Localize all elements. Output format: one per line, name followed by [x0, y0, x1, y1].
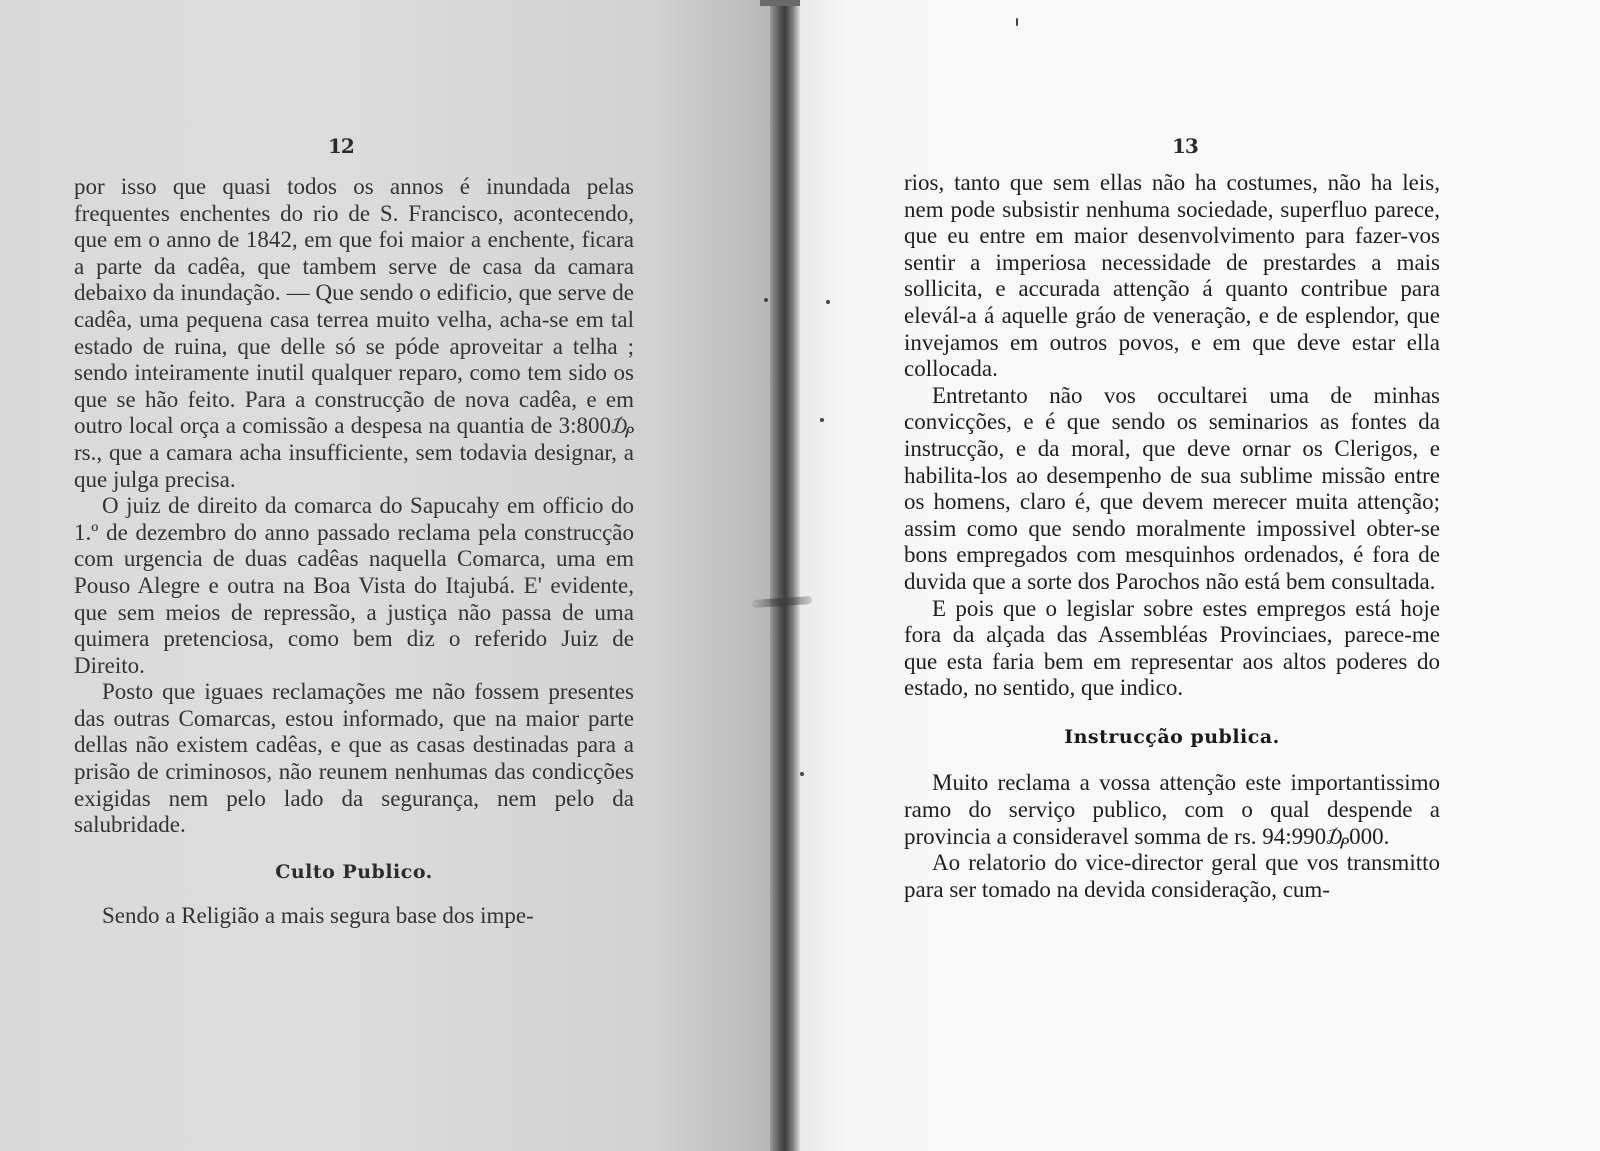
right-paragraph-4: Muito reclama a vossa attenção este importantissimo ramo do serviço publico, com o qual despende a provincia a consideravel somma de rs. 94:990₯000. [904, 770, 1440, 849]
right-paragraph-3: E pois que o legislar sobre estes empregos está hoje fora da alçada das Assembléas Provinciaes, parece-me que esta faria bem em representar aos altos poderes do estado, no sentido, que indico. [904, 595, 1440, 701]
book-gutter [770, 0, 800, 1151]
left-paragraph-3: Posto que iguaes reclamações me não fossem presentes das outras Comarcas, estou informado, que na maior parte dellas não existem cadêas, e que as casas destinadas para a prisão de criminosos, não reunem nenhumas das condicções exigidas nem pelo lado da segurança, nem pelo da salubridade. [74, 679, 634, 838]
right-page-text [904, 170, 1440, 903]
left-page-number: 12 [328, 134, 354, 158]
section-heading-culto-publico: Culto Publico. [275, 860, 433, 883]
left-page-text [74, 174, 634, 930]
ink-speck [826, 300, 830, 304]
ink-speck [764, 298, 768, 302]
left-paragraph-4: Sendo a Religião a mais segura base dos impe- [102, 903, 534, 929]
right-paragraph-5: Ao relatorio do vice-director geral que vos transmitto para ser tomado na devida consideração, cum- [904, 850, 1440, 902]
left-page [0, 0, 770, 1151]
left-paragraph-1: por isso que quasi todos os annos é inundada pelas frequentes enchentes do rio de S. Francisco, acontecendo, que em o anno de 1842, em que foi maior a enchente, ficara a parte da cadêa, que tambem serve de casa da camara debaixo da inundação. — Que sendo o edificio, que serve de cadêa, uma pequena casa terrea muito velha, acha-se em tal estado de ruina, que delle só se póde aproveitar a telha ; sendo inteiramente inutil qualquer reparo, como tem sido os que se hão feito. Para a construcção de nova cadêa, e em outro local orça a comissão a despesa na quantia de 3:800₯ rs., que a camara acha insufficiente, sem todavia designar, a que julga precisa. [74, 174, 634, 492]
ink-speck [1016, 18, 1018, 26]
right-paragraph-2: Entretanto não vos occultarei uma de minhas convicções, e é que sendo os seminarios as fontes da instrucção, e da moral, que deve ornar os Clerigos, e habilita-los ao desempenho de sua sublime missão entre os homens, claro é, que devem merecer muita attenção; assim como que sendo moralmente impossivel obter-se bons empregados com mesquinhos ordenados, é fora de duvida que a sorte dos Parochos não está bem consultada. [904, 382, 1440, 594]
right-paragraph-1: rios, tanto que sem ellas não ha costumes, não ha leis, nem pode subsistir nenhuma sociedade, superfluo parece, que eu entre em maior desenvolvimento para fazer-vos sentir a imperiosa necessidade de prestardes a mais sollicita, e accurada attenção á quanto contribue para elevál-a á aquelle gráo de veneração, e de esplendor, que invejamos em outros povos, e em que deve estar ella collocada. [904, 170, 1440, 382]
ink-speck [820, 418, 824, 422]
left-paragraph-2: O juiz de direito da comarca do Sapucahy em officio do 1.º de dezembro do anno passado reclama pela construcção com urgencia de duas cadêas naquella Comarca, uma em Pouso Alegre e outra na Boa Vista do Itajubá. E' evidente, que sem meios de repressão, a justiça não passa de uma quimera pretenciosa, como bem diz o referido Juiz de Direito. [74, 493, 634, 678]
section-heading-instruccao-publica: Instrucção publica. [1064, 725, 1280, 748]
ink-speck [800, 772, 804, 776]
right-page [800, 0, 1600, 1151]
right-page-number: 13 [1172, 134, 1198, 158]
